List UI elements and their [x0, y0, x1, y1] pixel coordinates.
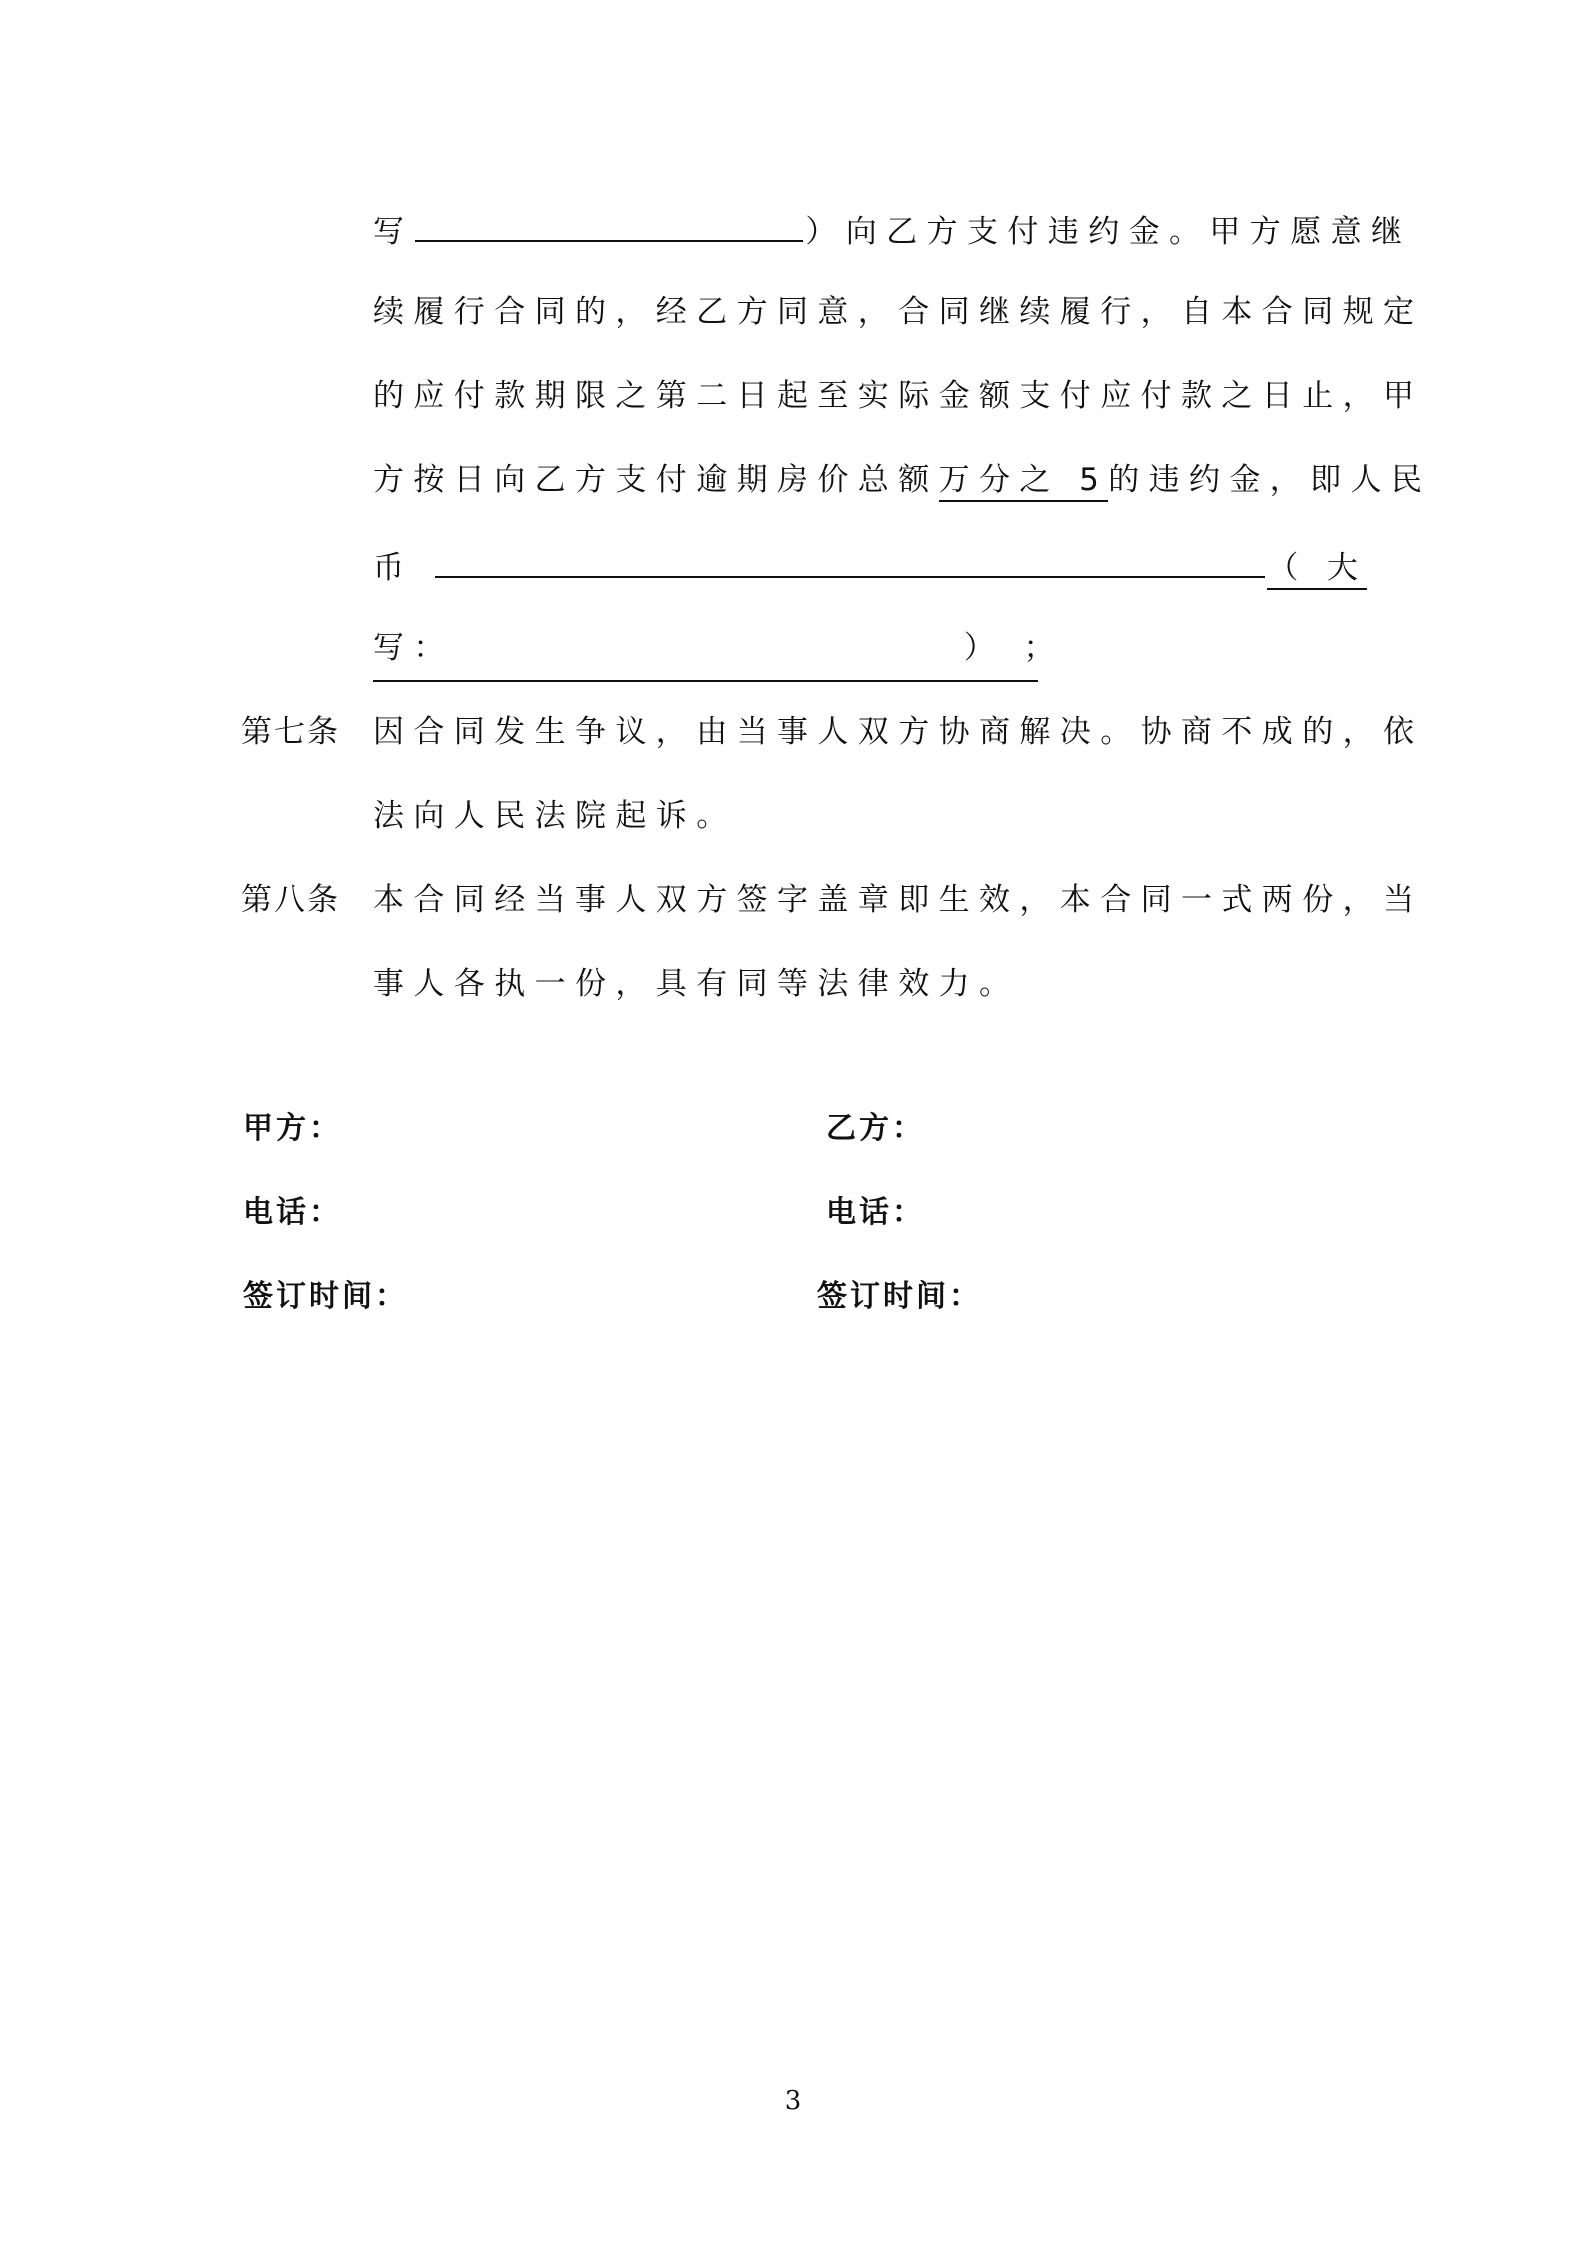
sign-date-b-label: 签订时间： [817, 1279, 982, 1314]
clause6-line-2 [373, 282, 1424, 342]
clause6-line-6 [373, 618, 1353, 678]
clause6-text: 的违约金，即人民 [1108, 462, 1432, 498]
rmb-amount-blank [435, 534, 1265, 578]
clause6-text: 写 [373, 214, 414, 250]
article-text: 本合同经当事人双方签字盖章即生效，本合同一式两份，当 [373, 882, 1424, 918]
clause6-text: 续履行合同的，经乙方同意，合同继续履行，自本合同规定 [373, 294, 1424, 330]
article-8-line-1 [373, 870, 1424, 930]
clause6-line-1 [373, 198, 1412, 258]
clause6-text: 方按日向乙方支付逾期房价总额 [373, 462, 939, 498]
party-a-label: 甲方： [243, 1111, 342, 1146]
article-text: 因合同发生争议，由当事人双方协商解决。协商不成的，依 [373, 714, 1424, 750]
party-b-label: 乙方： [826, 1111, 925, 1146]
clause6-text: ）向乙方支付违约金。甲方愿意继 [805, 214, 1412, 250]
page-number: 3 [784, 2086, 802, 2116]
clause6-line-5 [373, 534, 1368, 594]
article-text: 法向人民法院起诉。 [373, 798, 737, 834]
sign-date-a-label: 签订时间： [243, 1279, 408, 1314]
amount-words-field [373, 618, 1064, 682]
penalty-rate: 万分之 5 [939, 462, 1109, 502]
article-8-line-2 [373, 954, 1353, 1014]
article-7-line-2 [373, 786, 1353, 846]
article-text: 事人各执一份，具有同等法律效力。 [373, 966, 1020, 1002]
article-7-label: 第七条 [241, 714, 340, 750]
clause6-text: 币 [373, 550, 414, 586]
amount-words-blank [415, 198, 803, 242]
clause6-line-3 [373, 366, 1424, 426]
clause6-line-4 [373, 450, 1432, 510]
clause6-text: ） ； [963, 630, 1064, 666]
clause6-text: （ 大 [1267, 550, 1367, 590]
phone-b-label: 电话： [826, 1195, 925, 1230]
phone-a-label: 电话： [243, 1195, 342, 1230]
article-7-line-1 [373, 702, 1424, 762]
clause6-text: 的应付款期限之第二日起至实际金额支付应付款之日止，甲 [373, 378, 1424, 414]
clause6-text: 写： [373, 630, 454, 666]
article-8-label: 第八条 [241, 882, 340, 918]
